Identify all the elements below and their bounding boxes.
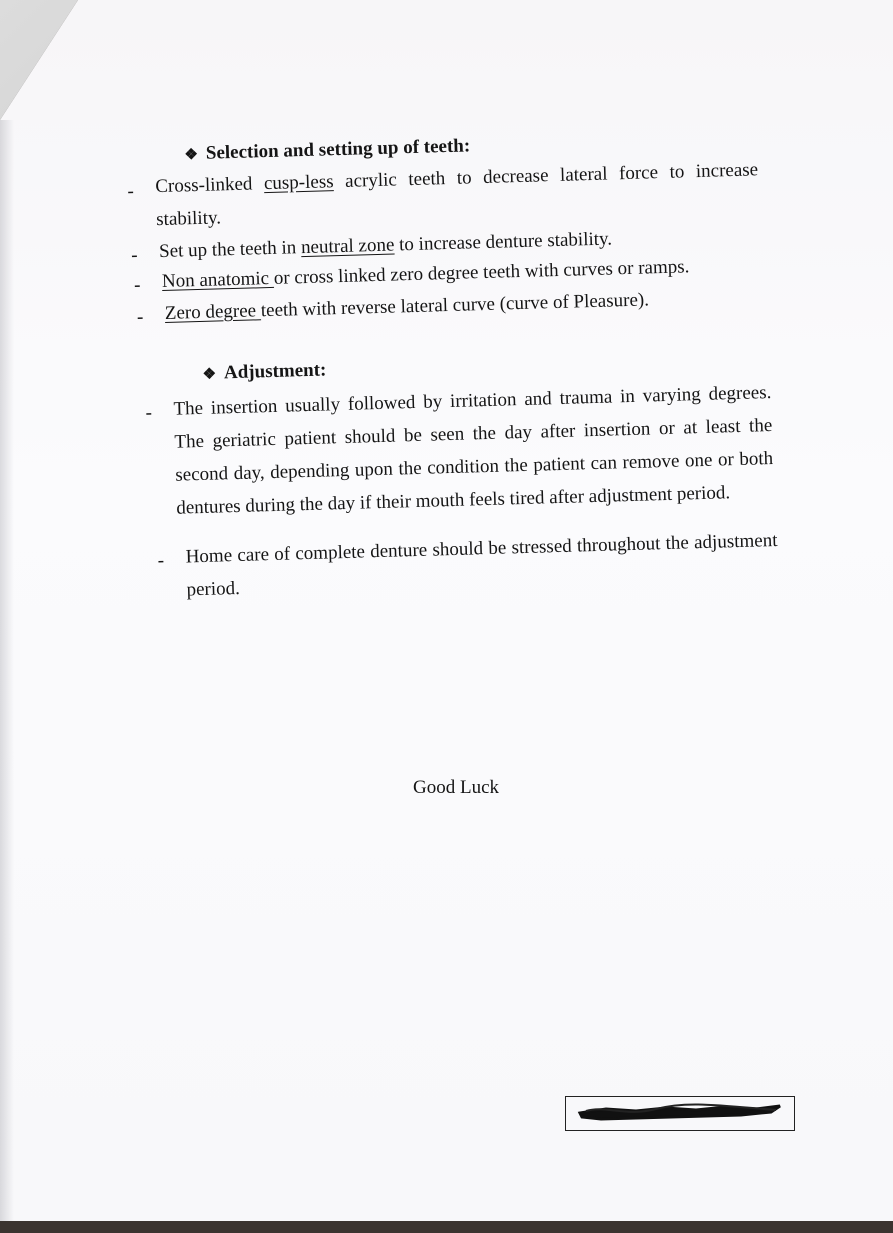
list-dash: - [127, 180, 135, 202]
list-dash: - [130, 244, 138, 266]
item-text: The insertion usually followed by irritation and trauma in varying degrees. The geriatric patient should be seen the day after insertion or at least the second day, depending upon the condition the patient can remove one or both dentures during the day if their mouth feels tired after adjustment period. [173, 382, 774, 519]
item-text: teeth with reverse lateral curve (curve of Pleasure). [260, 289, 650, 322]
section-heading-selection [184, 135, 470, 165]
list-dash: - [145, 402, 153, 424]
section-title: Adjustment: [223, 359, 327, 384]
signature-box [565, 1096, 795, 1131]
diamond-bullet-icon: ❖ [202, 366, 217, 383]
item-text: Home care of complete denture should be stressed throughout the adjustment period. [185, 529, 778, 601]
list-dash: - [136, 306, 144, 328]
list-item [185, 524, 779, 607]
redacted-signature-scribble [566, 1097, 794, 1130]
list-item [173, 376, 774, 525]
item-underlined-term: cusp-less [263, 171, 334, 195]
item-underlined-term: neutral zone [300, 234, 395, 259]
item-underlined-term: Zero degree [164, 300, 262, 324]
item-text: Set up the teeth in [158, 237, 302, 263]
list-dash: - [133, 274, 141, 296]
closing-text: Good Luck [413, 777, 500, 798]
item-text: or cross linked zero degree teeth with curves or ramps. [273, 256, 690, 289]
item-text: Cross-linked [155, 173, 265, 198]
item-text: to increase denture stability. [394, 228, 613, 256]
item-underlined-term: Non anatomic [161, 267, 275, 293]
list-dash: - [157, 550, 165, 572]
item-text: acrylic teeth to decrease lateral force to increase stability. [155, 159, 759, 231]
diamond-bullet-icon: ❖ [184, 146, 199, 164]
section-heading-adjustment [202, 359, 326, 384]
section-title: Selection and setting up of teeth: [205, 135, 471, 164]
